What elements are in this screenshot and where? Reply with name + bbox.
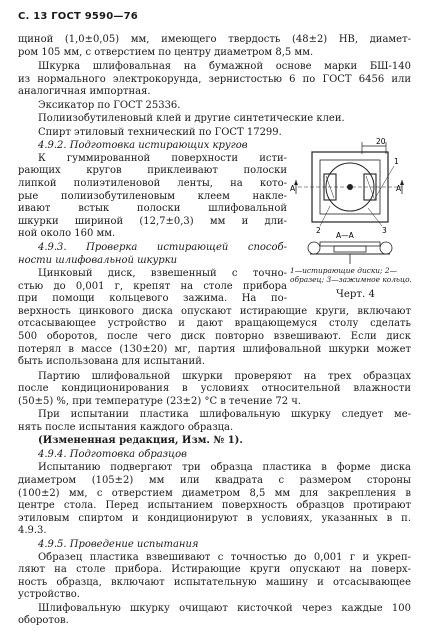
text-line: Цинковый диск, взвешенный с точно-: [38, 268, 287, 279]
text-line: При испытании пластика шлифовальную шкурку следует ме-: [38, 409, 411, 421]
text-line: диаметром (105±2) мм или квадрата с размером стороны: [18, 475, 411, 486]
figure-label-1: 1: [394, 157, 399, 166]
text-line: нять после испытания каждого образца.: [18, 421, 234, 433]
text-line: 4.9.3.: [18, 525, 47, 537]
text-line: оборотов.: [18, 615, 69, 627]
text-line: стью до 0,001 г, крепят на столе прибора: [18, 280, 287, 292]
text-line: Партию шлифовальной шкурки проверяют на трех образцах: [38, 370, 411, 382]
text-line: верхность цинкового диска опускают истирающие круги, включают: [18, 305, 411, 317]
text-line: при помощи кольцевого зажима. На по-: [18, 293, 287, 305]
text-line: потерял в массе (130±20) мг, партия шлифовальной шкурки может: [18, 343, 411, 355]
text-line: быть использована для испытаний.: [18, 356, 206, 368]
text-line: липкой полиэтиленовой ленты, на кото-: [18, 178, 287, 189]
text-line: Спирт этиловый технический по ГОСТ 17299.: [38, 126, 282, 138]
section-heading: 4.9.3. Проверка истирающей способ-: [38, 241, 287, 253]
text-line: ляют на столе прибора. Истирающие круги опускают на поверх-: [18, 564, 411, 576]
text-line: (50±5) %, при температуре (23±2) °С в течение 72 ч.: [18, 395, 302, 407]
text-line: устройство.: [18, 589, 80, 601]
text-line: рающих кругов приклеивают полоски: [18, 165, 287, 177]
text-line: ром 105 мм, с отверстием по центру диаметром 8,5 мм.: [18, 46, 314, 58]
section-heading: 4.9.2. Подготовка истирающих кругов: [38, 140, 248, 152]
section-heading: 4.9.4. Подготовка образцов: [38, 448, 187, 460]
text-line: 500 оборотов, после чего диск повторно взвешивают. Если диск: [18, 331, 411, 342]
figure-label-20: 20: [376, 137, 386, 146]
text-line: щиной (1,0±0,05) мм, имеющего твердость (48±2) НВ, диамет-: [18, 34, 411, 45]
text-line: Шлифовальную шкурку очищают кисточкой через каждые 100: [38, 602, 411, 614]
figure-label-3: 3: [382, 226, 387, 235]
text-line: отсасывающее устройство и дают вращающемуся столу сделать: [18, 318, 411, 330]
text-line: Полиизобутиленовый клей и другие синтетические клеи.: [38, 113, 345, 125]
figure-label-2: 2: [316, 226, 321, 235]
text-line: ной около 160 мм.: [18, 228, 116, 240]
text-line: после кондиционирования в условиях относительной влажности: [18, 383, 411, 395]
text-line: шкурки шириной (12,7±0,3) мм и дли-: [18, 215, 287, 227]
text-line: Образец пластика взвешивают с точностью до 0,001 г и укреп-: [38, 551, 411, 563]
figure-label-a-left: А: [290, 184, 296, 193]
text-line: рые полиизобутиленовым клеем накле-: [18, 190, 287, 202]
page-header: С. 13 ГОСТ 9590—76: [18, 11, 138, 22]
figure-number: Черт. 4: [336, 289, 376, 300]
text-line: Испытанию подвергают три образца пластика в форме диска: [38, 462, 411, 474]
amendment-note: (Измененная редакция, Изм. № 1).: [38, 435, 243, 447]
section-heading: 4.9.5. Проведение испытания: [38, 538, 199, 550]
text-line: ность образца, включают испытательную машину и отсасывающее: [18, 576, 411, 588]
text-line: ивают встык полоски шлифовальной: [18, 203, 287, 215]
figure-caption: 1—истирающие диски; 2—образец; 3—зажимное кольцо.: [290, 266, 412, 284]
text-line: центре стола. Перед испытанием поверхность образцов протирают: [18, 500, 411, 512]
section-heading: ности шлифовальной шкурки: [18, 254, 178, 266]
abrasion-device-figure: [290, 136, 408, 274]
text-line: (100±2) мм, с отверстием диаметром 8,5 мм для закрепления в: [18, 487, 411, 499]
text-line: этиловым спиртом и кондиционируют в условиях, указанных в п.: [18, 512, 411, 524]
text-line: Шкурка шлифовальная на бумажной основе марки БШ-140: [38, 61, 411, 72]
figure-label-section: А—А: [336, 231, 354, 240]
text-line: К гуммированной поверхности исти-: [38, 152, 287, 164]
text-line: из нормального электрокорунда, зернистостью 6 по ГОСТ 6456 или: [18, 73, 411, 85]
text-line: Эксикатор по ГОСТ 25336.: [38, 99, 181, 111]
figure-label-a-right: А: [396, 184, 402, 193]
text-line: аналогичная импортная.: [18, 86, 151, 98]
